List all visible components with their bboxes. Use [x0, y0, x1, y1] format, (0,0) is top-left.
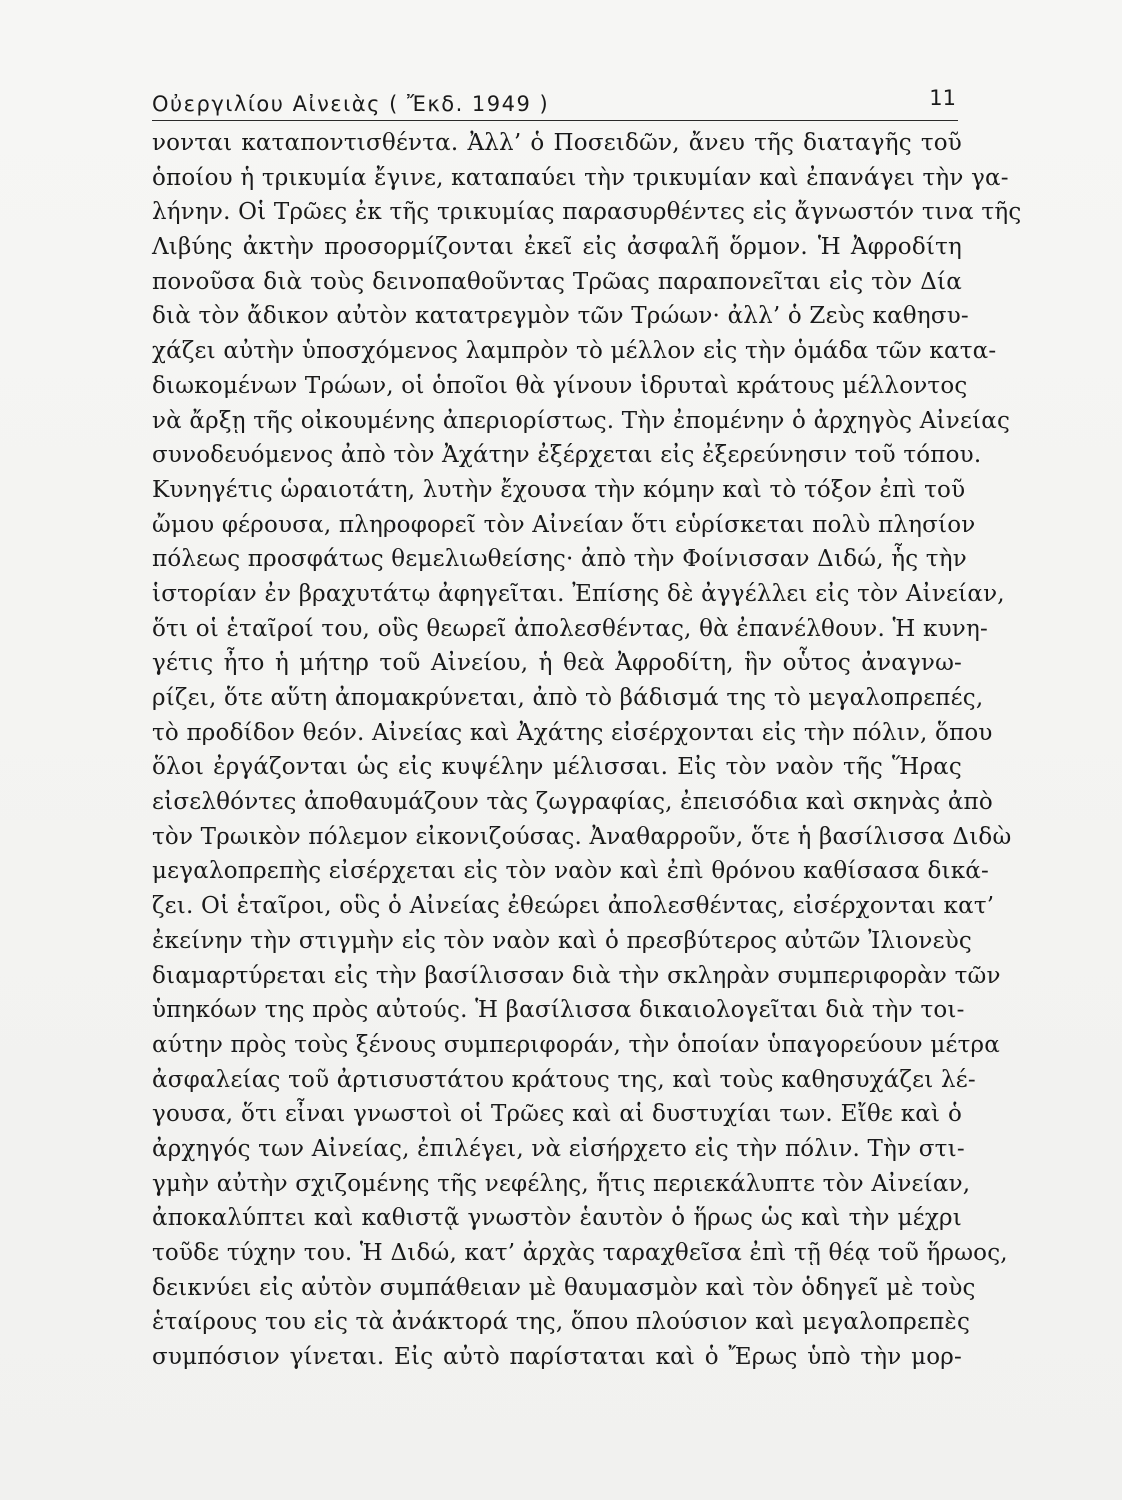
text-line: νὰ ἄρξῃ τῆς οἰκουμένης ἀπεριορίστως. Τὴν ἐπομένην ὁ ἀρχηγὸς Αἰνείας — [152, 407, 1011, 434]
text-line: ρίζει, ὅτε αὕτη ἀπομακρύνεται, ἀπὸ τὸ βάδισμά της τὸ μεγαλοπρεπές, — [152, 685, 984, 711]
text-line: ἀρχηγός των Αἰνείας, ἐπιλέγει, νὰ εἰσήρχετο εἰς τὴν πόλιν. Τὴν στι- — [152, 1135, 965, 1162]
text-line: πόλεως προσφάτως θεμελιωθείσης· ἀπὸ τὴν Φοίνισσαν Διδώ, ἧς τὴν — [152, 546, 967, 573]
text-line: συνοδευόμενος ἀπὸ τὸν Ἀχάτην ἐξέρχεται εἰς ἐξερεύνησιν τοῦ τόπου. — [152, 442, 982, 469]
text-line: ζει. Οἱ ἑταῖροι, οὓς ὁ Αἰνείας ἐθεώρει ἀπολεσθέντας, εἰσέρχονται κατ’ — [152, 893, 995, 920]
text-line: ἑταίρους του εἰς τὰ ἀνάκτορά της, ὅπου πλούσιον καὶ μεγαλοπρεπὲς — [152, 1309, 971, 1336]
text-line: ὅτι οἱ ἑταῖροί του, οὓς θεωρεῖ ἀπολεσθέντας, θὰ ἐπανέλθουν. Ἡ κυνη- — [152, 615, 988, 642]
text-line: γουσα, ὅτι εἶναι γνωστοὶ οἱ Τρῶες καὶ αἱ δυστυχίαι των. Εἴθε καὶ ὁ — [152, 1101, 962, 1128]
text-line: διωκομένων Τρώων, οἱ ὁποῖοι θὰ γίνουν ἱδρυταὶ κράτους μέλλοντος — [152, 372, 968, 399]
text-line: ὁποίου ἡ τρικυμία ἔγινε, καταπαύει τὴν τρικυμίαν καὶ ἐπανάγει τὴν γα- — [152, 164, 1009, 191]
text-line: μεγαλοπρεπὴς εἰσέρχεται εἰς τὸν ναὸν καὶ ἐπὶ θρόνου καθίσασα δικά- — [152, 858, 990, 885]
body-paragraph — [152, 126, 1022, 1375]
text-line: ἐκείνην τὴν στιγμὴν εἰς τὸν ναὸν καὶ ὁ πρεσβύτερος αὐτῶν Ἰλιονεὺς — [152, 927, 972, 954]
text-line: τὸ προδίδον θεόν. Αἰνείας καὶ Ἀχάτης εἰσέρχονται εἰς τὴν πόλιν, ὅπου — [152, 719, 993, 746]
text-line: ἀσφαλείας τοῦ ἀρτισυστάτου κράτους της, καὶ τοὺς καθησυχάζει λέ- — [152, 1066, 976, 1093]
text-line: τοῦδε τύχην του. Ἡ Διδώ, κατ’ ἀρχὰς ταραχθεῖσα ἐπὶ τῇ θέᾳ τοῦ ἥρωος, — [152, 1240, 1008, 1266]
text-line: Κυνηγέτις ὡραιοτάτη, λυτὴν ἔχουσα τὴν κόμην καὶ τὸ τόξον ἐπὶ τοῦ — [152, 476, 966, 503]
text-line: Λιβύης ἀκτὴν προσορμίζονται ἐκεῖ εἰς ἀσφαλῆ ὅρμον. Ἡ Ἀφροδίτη — [152, 234, 962, 261]
text-line: νονται καταποντισθέντα. Ἀλλ’ ὁ Ποσειδῶν, ἄνευ τῆς διαταγῆς τοῦ — [152, 130, 962, 156]
text-line: διαμαρτύρεται εἰς τὴν βασίλισσαν διὰ τὴν σκληρὰν συμπεριφορὰν τῶν — [152, 962, 1001, 989]
text-line: ἱστορίαν ἐν βραχυτάτῳ ἀφηγεῖται. Ἐπίσης δὲ ἀγγέλλει εἰς τὸν Αἰνείαν, — [152, 580, 1005, 607]
text-line: χάζει αὐτὴν ὑποσχόμενος λαμπρὸν τὸ μέλλον εἰς τὴν ὁμάδα τῶν κατα- — [152, 338, 997, 365]
text-line: ὤμου φέρουσα, πληροφορεῖ τὸν Αἰνείαν ὅτι εὑρίσκεται πολὺ πλησίον — [152, 511, 976, 538]
text-line: τὸν Τρωικὸν πόλεμον εἰκονιζούσας. Ἀναθαρροῦν, ὅτε ἡ βασίλισσα Διδὼ — [152, 823, 1012, 850]
text-line: ὑπηκόων της πρὸς αὐτούς. Ἡ βασίλισσα δικαιολογεῖται διὰ τὴν τοι- — [152, 997, 965, 1024]
text-line: γμὴν αὐτὴν σχιζομένης τῆς νεφέλης, ἥτις περιεκάλυπτε τὸν Αἰνείαν, — [152, 1170, 971, 1197]
text-line: δεικνύει εἰς αὐτὸν συμπάθειαν μὲ θαυμασμὸν καὶ τὸν ὁδηγεῖ μὲ τοὺς — [152, 1274, 976, 1301]
text-line: διὰ τὸν ἄδικον αὐτὸν κατατρεγμὸν τῶν Τρώων· ἀλλ’ ὁ Ζεὺς καθησυ- — [152, 303, 969, 330]
text-line: ὅλοι ἐργάζονται ὡς εἰς κυψέλην μέλισσαι. Εἰς τὸν ναὸν τῆς Ἥρας — [152, 754, 962, 781]
text-line: λήνην. Οἱ Τρῶες ἐκ τῆς τρικυμίας παρασυρθέντες εἰς ἄγνωστόν τινα τῆς — [152, 199, 1022, 226]
text-line: ἀποκαλύπτει καὶ καθιστᾷ γνωστὸν ἑαυτὸν ὁ ἥρως ὡς καὶ τὴν μέχρι — [152, 1205, 962, 1232]
text-line: πονοῦσα διὰ τοὺς δεινοπαθοῦντας Τρῶας παραπονεῖται εἰς τὸν Δία — [152, 268, 962, 295]
text-line: γέτις ἦτο ἡ μήτηρ τοῦ Αἰνείου, ἡ θεὰ Ἀφροδίτη, ἣν οὗτος ἀναγνω- — [152, 650, 962, 677]
text-line: συμπόσιον γίνεται. Εἰς αὐτὸ παρίσταται καὶ ὁ Ἔρως ὑπὸ τὴν μορ- — [152, 1344, 962, 1371]
text-line: αύτην πρὸς τοὺς ξένους συμπεριφοράν, τὴν ὁποίαν ὑπαγορεύουν μέτρα — [152, 1031, 1000, 1058]
page-number: 11 — [929, 86, 956, 110]
text-line: εἰσελθόντες ἀποθαυμάζουν τὰς ζωγραφίας, ἐπεισόδια καὶ σκηνὰς ἀπὸ — [152, 789, 993, 816]
running-header — [152, 80, 958, 121]
running-head-title: Οὐεργιλίου Αἰνειὰς ( Ἔκδ. 1949 ) — [152, 92, 550, 116]
